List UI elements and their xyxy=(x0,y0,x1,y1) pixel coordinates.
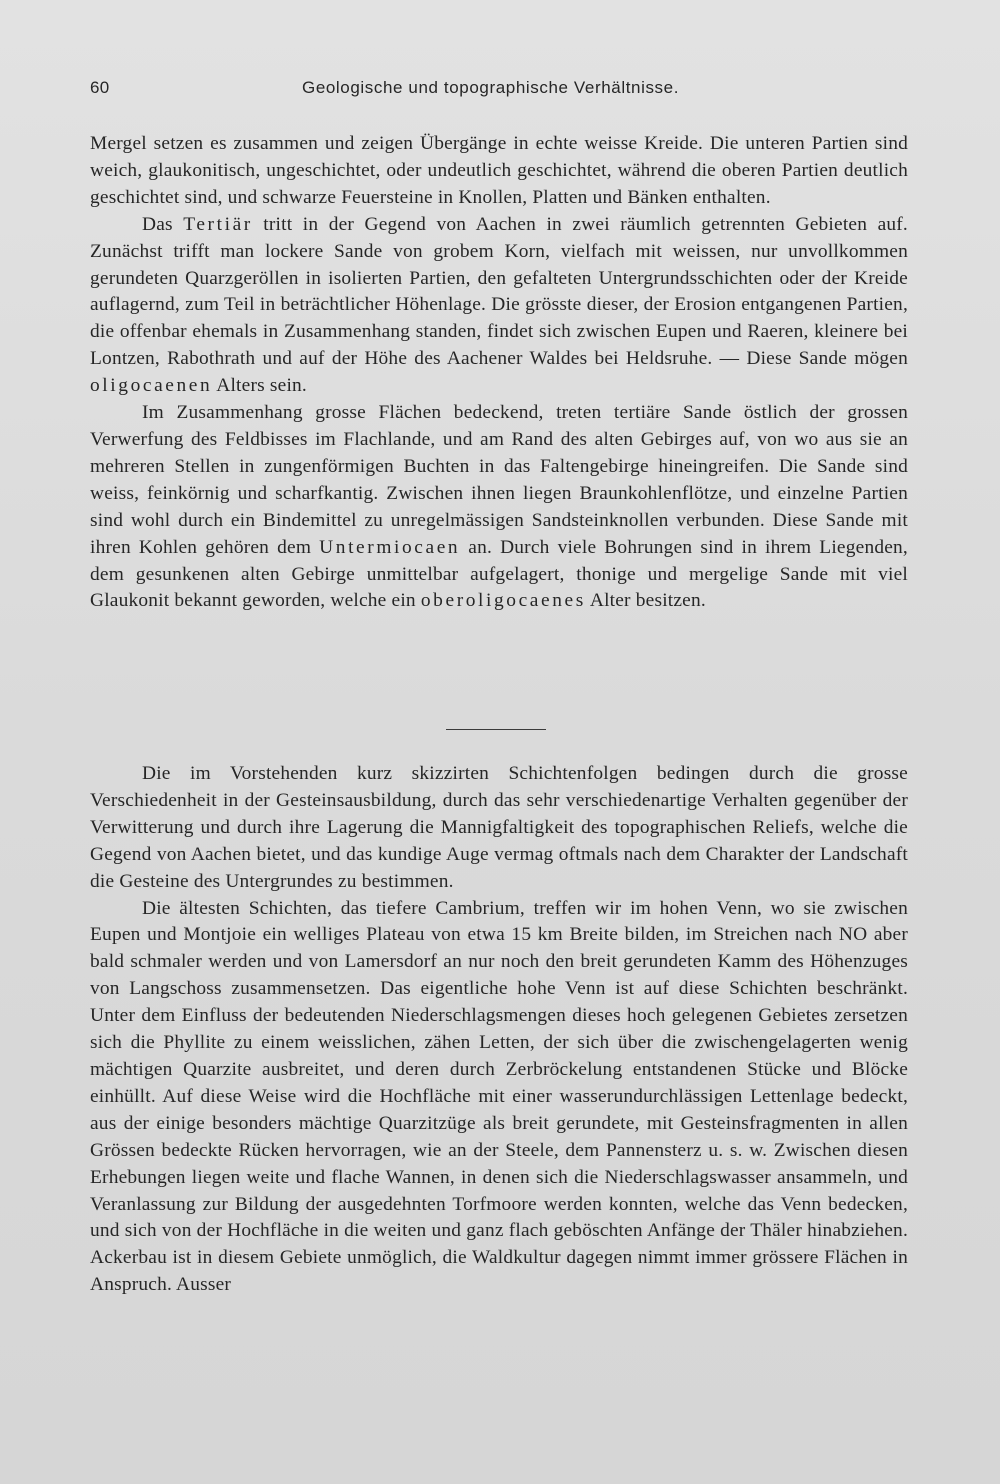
text-run: an. Durch viele Bohrungen sind in ihrem Liegenden, dem gesunkenen alten Gebirge unmittelbar aufgelagert, thonige und mergelige Sande mit viel Glaukonit bekannt geworden, welche ein xyxy=(90,536,908,612)
spaced-term-untermiocaen: Untermiocaen xyxy=(319,536,461,558)
text-run: Alter besitzen. xyxy=(589,590,706,612)
paragraph-kreide: Mergel setzen es zusammen und zeigen Übergänge in echte weisse Kreide. Die unteren Partien sind weich, glaukonitisch, ungeschichtet, oder undeutlich geschichtet, während die oberen Partien deutlich geschichtet sind, und schwarze Feuersteine in Knollen, Platten und Bänken enthalten. xyxy=(90,133,908,208)
text-block-upper xyxy=(90,131,908,615)
paragraph-cambrium: Die ältesten Schichten, das tiefere Cambrium, treffen wir im hohen Venn, wo sie zwischen Eupen und Montjoie ein welliges Plateau von etwa 15 km Breite bilden, im Streichen nach NO aber bald schmaler werden und von Lamersdorf an nur noch den breit gerundeten Kamm des Höhenzuges von Langschoss zusammensetzen. Das eigentliche hohe Venn ist auf diese Schichten beschränkt. Unter dem Einfluss der bedeutenden Niederschlagsmengen dieses hoch gelegenen Gebietes zersetzen sich die Phyllite zu einem weisslichen, zähen Letten, der sich über die zwischengelagerten wenig mächtigen Quarzite ausbreitet, und deren durch Zerbröckelung entstandenen Stücke und Blöcke einhüllt. Auf diese Weise wird die Hochfläche mit einer wasserundurchlässigen Lettenlage bedeckt, aus der einige besonders mächtige Quarzitzüge als breit gerundete, mit Gesteinsfragmenten in allen Grössen bedeckte Rücken hervorragen, wie an der Steele, dem Pannensterz u. s. w. Zwischen diesen Erhebungen liegen weite und flache Wannen, in denen sich die Niederschlagswasser ansammeln, und Veranlassung zur Bildung der ausgedehnten Torfmoore werden konnten, welche das Venn bedecken, und sich von der Hochfläche in die weiten und ganz flach geböschten Anfänge der Thäler hinabziehen. Ackerbau ist in diesem Gebiete unmöglich, die Waldkultur dagegen nimmt immer grössere Flächen in Anspruch. Ausser xyxy=(90,897,908,1296)
paragraph-tertiaer xyxy=(90,212,908,400)
paragraph-sande xyxy=(90,400,908,615)
page-number: 60 xyxy=(90,78,110,97)
text-block-lower xyxy=(90,761,908,1299)
page-header xyxy=(90,78,908,104)
spaced-term-oligocaenen: oligocaenen xyxy=(90,375,213,397)
spaced-term-tertiaer: Tertiär xyxy=(183,213,253,235)
running-title: Geologische und topographische Verhältnisse. xyxy=(302,78,680,97)
text-run: Im Zusammenhang grosse Flächen bedeckend, treten tertiäre Sande östlich der grossen Verwerfung des Feldbisses im Flachlande, und am Rand des alten Gebirges auf, von wo aus sie an mehreren Stellen in zungenförmigen Buchten in das Faltengebirge hineingreifen. Die Sande sind weiss, feinkörnig und scharfkantig. Zwischen ihnen liegen Braunkohlenflötze, und einzelne Partien sind wohl durch ein Bindemittel zu unregelmässigen Sandsteinknollen verbunden. Diese Sande mit ihren Kohlen gehören dem xyxy=(90,402,908,558)
section-divider xyxy=(446,729,546,730)
paragraph-schichtenfolgen: Die im Vorstehenden kurz skizzirten Schichtenfolgen bedingen durch die grosse Verschiedenheit in der Gesteinsausbildung, durch das sehr verschiedenartige Verhalten gegenüber der Verwitterung und durch ihre Lagerung die Mannigfaltigkeit des topographischen Reliefs, welche die Gegend von Aachen bietet, und das kundige Auge vermag oftmals nach dem Charakter der Landschaft die Gesteine des Untergrundes zu bestimmen. xyxy=(90,763,908,892)
text-run: tritt in der Gegend von Aachen in zwei räumlich getrennten Gebieten auf. Zunächst trifft man lockere Sande von grobem Korn, vielfach mit weissen, nur unvollkommen gerundeten Quarzgeröllen in isolierten Partien, den gefalteten Untergrundsschichten oder der Kreide auflagernd, zum Teil in beträchtlicher Höhenlage. Die grösste dieser, der Erosion entgangenen Partien, die offenbar ehemals in Zusammenhang standen, findet sich zwischen Eupen und Raeren, kleinere bei Lontzen, Rabothrath und auf der Höhe des Aachener Waldes bei Heldsruhe. — Diese Sande mögen xyxy=(90,213,908,370)
text-run: Alters sein. xyxy=(216,375,307,397)
spaced-term-oberoligocaenes: oberoligocaenes xyxy=(420,590,586,612)
text-run: Das xyxy=(142,213,173,235)
